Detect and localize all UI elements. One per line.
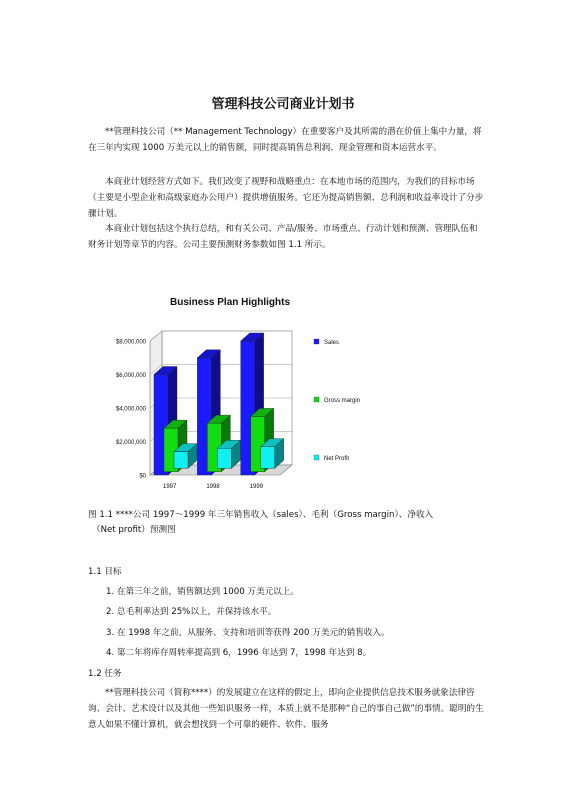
caption-line-2: （Net profit）预测图 [92, 525, 176, 535]
y-tick-label: $0 [139, 473, 146, 480]
business-plan-chart [88, 292, 418, 504]
chart-svg [88, 292, 418, 504]
intro-paragraph: **管理科技公司（** Management Technology）在重要客户及其所需的潜在价值上集中力量，将在三年内实现 1000 万美元以上的销售额，同时提高销售总利润、现金管理和资本运营水平。 [88, 127, 482, 153]
section-goals-heading: 1.1 目标 [88, 567, 122, 577]
mission-paragraph: **管理科技公司（简称****）的发展建立在这样的假定上，即向企业提供信息技术服务就象法律咨询、会计、艺术设计以及其他一些知识服务一样，本质上就不是那种“自己的事自己做”的事情。聪明的生意人如果不懂计算机，就会想找到一个可靠的硬件、软件、服务 [88, 688, 484, 730]
legend-label: Gross margin [324, 398, 361, 404]
y-tick-label: $6,000,000 [115, 373, 146, 379]
goal-item: 3. 在 1998 年之前，从服务、支持和培训等获得 200 万美元的销售收入。 [106, 628, 390, 638]
y-tick-label: $2,000,000 [115, 440, 146, 446]
bar [174, 452, 188, 469]
legend-swatch [314, 455, 319, 460]
bar [217, 448, 231, 468]
goal-item: 2. 总毛利率达到 25%以上，并保持该水平。 [106, 607, 277, 617]
section-mission-heading: 1.2 任务 [88, 669, 122, 679]
figure-caption [88, 508, 488, 538]
legend-label: Sales [324, 340, 340, 346]
caption-line-1: 图 1.1 ****公司 1997～1999 年三年销售收入（sales）、毛利（Gross margin）、净收入 [88, 510, 434, 520]
x-tick-label: 1997 [162, 484, 177, 490]
x-tick-label: 1998 [206, 484, 220, 490]
y-tick-label: $8,000,000 [115, 339, 146, 346]
legend-swatch [314, 397, 319, 402]
legend-swatch [314, 339, 319, 344]
legend-label: Net Profit [324, 456, 350, 462]
goal-item: 4. 第二年将库存周转率提高到 6，1996 年达到 7，1998 年达到 8。 [106, 648, 372, 658]
bar [261, 447, 275, 469]
contents-paragraph: 本商业计划包括这个执行总结，和有关公司、产品/服务、市场重点、行动计划和预测、管理队伍和财务计划等章节的内容。公司主要预测财务参数如图 1.1 所示。 [88, 224, 478, 250]
chart-title: Business Plan Highlights [170, 297, 291, 308]
approach-paragraph: 本商业计划经营方式如下。我们改变了视野和战略重点：在本地市场的范围内，为我们的目标市场（主要是小型企业和高级家庭办公用户）提供增值服务。它还为提高销售额、总利润和收益率设计了分步骤计划。 [88, 177, 484, 219]
x-tick-label: 1999 [249, 484, 264, 490]
y-tick-label: $4,000,000 [115, 406, 146, 413]
document-title: 管理科技公司商业计划书 [211, 97, 355, 112]
goal-item: 1. 在第三年之前，销售额达到 1000 万美元以上。 [106, 587, 299, 597]
